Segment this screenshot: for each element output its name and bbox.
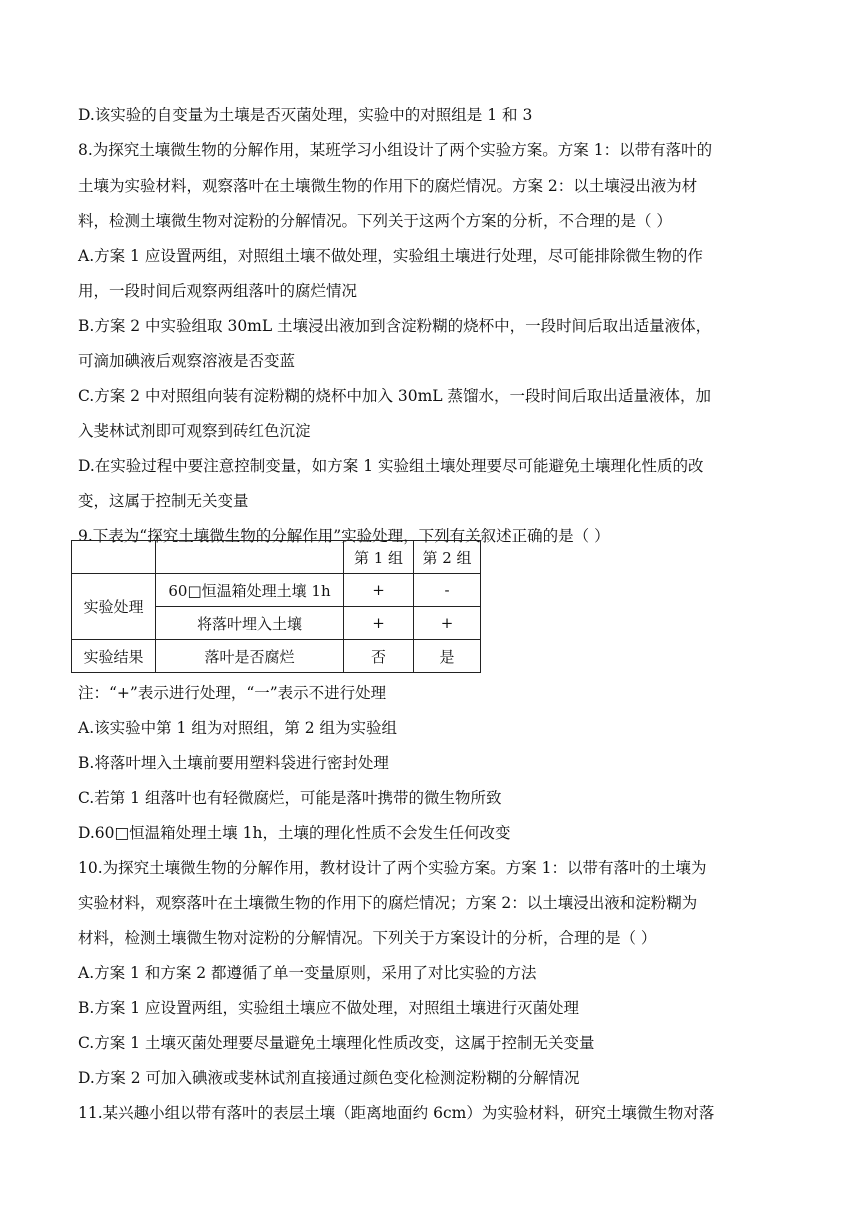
table-cell: 是: [414, 640, 481, 673]
q7-option-d: D.该实验的自变量为土壤是否灭菌处理，实验中的对照组是 1 和 3: [78, 106, 533, 124]
q8-option-c-line-2: 入斐林试剂即可观察到砖红色沉淀: [78, 422, 311, 440]
q9-stem: 9.下表为“探究土壤微生物的分解作用”实验处理，下列有关叙述正确的是（ ）: [78, 527, 610, 545]
table-cell: +: [344, 574, 414, 607]
q8-stem-line-2: 土壤为实验材料，观察落叶在土壤微生物的作用下的腐烂情况。方案 2：以土壤浸出液为材: [78, 177, 698, 195]
table-header-group-1: 第 1 组: [344, 541, 414, 574]
table-header-group-2: 第 2 组: [414, 541, 481, 574]
table-header-row: [72, 541, 481, 574]
q9-option-c: C.若第 1 组落叶也有轻微腐烂，可能是落叶携带的微生物所致: [78, 789, 502, 807]
q10-option-b: B.方案 1 应设置两组，实验组土壤应不做处理，对照组土壤进行灭菌处理: [78, 999, 580, 1017]
q8-option-a-line-2: 用，一段时间后观察两组落叶的腐烂情况: [78, 282, 358, 300]
q9-option-a: A.该实验中第 1 组为对照组，第 2 组为实验组: [78, 719, 398, 737]
q8-option-c-line-1: C.方案 2 中对照组向装有淀粉糊的烧杯中加入 30mL 蒸馏水，一段时间后取出适量液体，加: [78, 387, 712, 405]
q8-option-d-line-1: D.在实验过程中要注意控制变量，如方案 1 实验组土壤处理要尽可能避免土壤理化性质的改: [78, 457, 704, 475]
table-cell: +: [414, 607, 481, 640]
q10-stem-line-1: 10.为探究土壤微生物的分解作用，教材设计了两个实验方案。方案 1：以带有落叶的土壤为: [78, 859, 707, 877]
table-cell: +: [344, 607, 414, 640]
table-cell: 60□恒温箱处理土壤 1h: [156, 574, 344, 607]
table-header-cell: [156, 541, 344, 574]
q10-option-d: D.方案 2 可加入碘液或斐林试剂直接通过颜色变化检测淀粉糊的分解情况: [78, 1069, 580, 1087]
table-cell: -: [414, 574, 481, 607]
q9-table-note: 注：“+”表示进行处理，“一”表示不进行处理: [78, 684, 387, 702]
table-cell: 落叶是否腐烂: [156, 640, 344, 673]
q10-stem-line-2: 实验材料，观察落叶在土壤微生物的作用下的腐烂情况；方案 2：以土壤浸出液和淀粉糊为: [78, 894, 698, 912]
q8-option-b-line-2: 可滴加碘液后观察溶液是否变蓝: [78, 352, 296, 370]
table-row: [72, 574, 481, 607]
q8-stem-line-1: 8.为探究土壤微生物的分解作用，某班学习小组设计了两个实验方案。方案 1：以带有落叶的: [78, 141, 713, 159]
table-label-result: 实验结果: [72, 640, 156, 673]
q8-option-a-line-1: A.方案 1 应设置两组，对照组土壤不做处理，实验组土壤进行处理，尽可能排除微生物的作: [78, 247, 703, 265]
table-header-cell: [72, 541, 156, 574]
q9-experiment-table: [71, 540, 481, 673]
q11-stem-line-1: 11.某兴趣小组以带有落叶的表层土壤（距离地面约 6cm）为实验材料，研究土壤微生物对落: [78, 1104, 715, 1122]
q10-option-c: C.方案 1 土壤灭菌处理要尽量避免土壤理化性质改变，这属于控制无关变量: [78, 1034, 595, 1052]
table-cell: 将落叶埋入土壤: [156, 607, 344, 640]
q9-option-d: D.60□恒温箱处理土壤 1h，土壤的理化性质不会发生任何改变: [78, 824, 511, 842]
table-cell: 否: [344, 640, 414, 673]
q10-option-a: A.方案 1 和方案 2 都遵循了单一变量原则，采用了对比实验的方法: [78, 964, 537, 982]
table-row: [72, 640, 481, 673]
q9-option-b: B.将落叶埋入土壤前要用塑料袋进行密封处理: [78, 754, 389, 772]
q8-option-b-line-1: B.方案 2 中实验组取 30mL 土壤浸出液加到含淀粉糊的烧杯中，一段时间后取出适量液体，: [78, 317, 712, 335]
q8-option-d-line-2: 变，这属于控制无关变量: [78, 492, 249, 510]
q10-stem-line-3: 材料，检测土壤微生物对淀粉的分解情况。下列关于方案设计的分析，合理的是（ ）: [78, 929, 657, 947]
table-label-treatment: 实验处理: [72, 574, 156, 640]
q8-stem-line-3: 料，检测土壤微生物对淀粉的分解情况。下列关于这两个方案的分析，不合理的是（ ）: [78, 212, 672, 230]
